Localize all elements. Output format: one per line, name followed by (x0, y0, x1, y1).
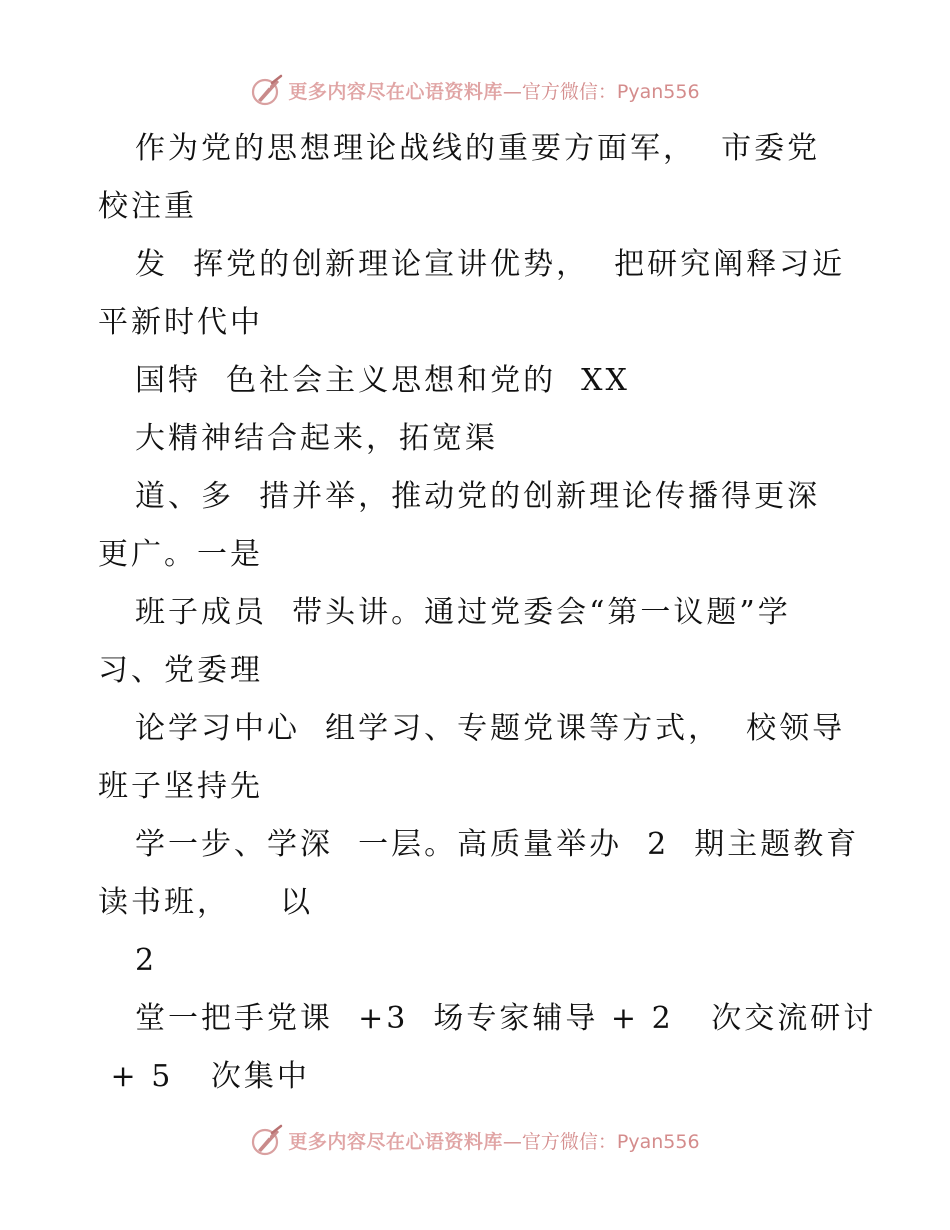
text-line: 平新时代中 (98, 305, 263, 340)
text-line: 作为党的思想理论战线的重要方面军， 市委党 (135, 131, 821, 166)
text-line: 发 挥党的创新理论宣讲优势， 把研究阐释习近 (135, 247, 846, 282)
watermark-sub-text: —官方微信：Pyan556 (502, 1130, 700, 1153)
text-line: 国特 色社会主义思想和党的 XX (135, 363, 630, 398)
text-line: 班子成员 带头讲。通过党委会“第一议题”学 (135, 595, 791, 630)
feather-pen-icon (250, 73, 284, 107)
watermark-sub-text: —官方微信：Pyan556 (502, 80, 700, 103)
text-line: 论学习中心 组学习、专题党课等方式， 校领导 (135, 711, 846, 746)
text-line: 道、多 措并举，推动党的创新理论传播得更深 (135, 479, 821, 514)
watermark-header (0, 70, 950, 110)
text-line: 2 (135, 943, 158, 978)
text-line: 学一步、学深 一层。高质量举办 2 期主题教育 (135, 827, 860, 862)
text-line: 更广。一是 (98, 537, 263, 572)
text-line: 大精神结合起来，拓宽渠 (135, 421, 498, 456)
feather-pen-icon (250, 1123, 284, 1157)
document-body (98, 120, 898, 1106)
text-line: 堂一把手党课 +3 场专家辅导 + 2 次交流研讨 (135, 1001, 877, 1036)
text-line: 读书班， 以 (98, 885, 314, 920)
text-line: 习、党委理 (98, 653, 263, 688)
watermark-main-text: 更多内容尽在心语资料库 (288, 80, 503, 103)
text-line: + 5 次集中 (98, 1059, 310, 1094)
watermark-footer (0, 1120, 950, 1160)
text-line: 校注重 (98, 189, 197, 224)
text-line: 班子坚持先 (98, 769, 263, 804)
watermark-main-text: 更多内容尽在心语资料库 (288, 1130, 503, 1153)
